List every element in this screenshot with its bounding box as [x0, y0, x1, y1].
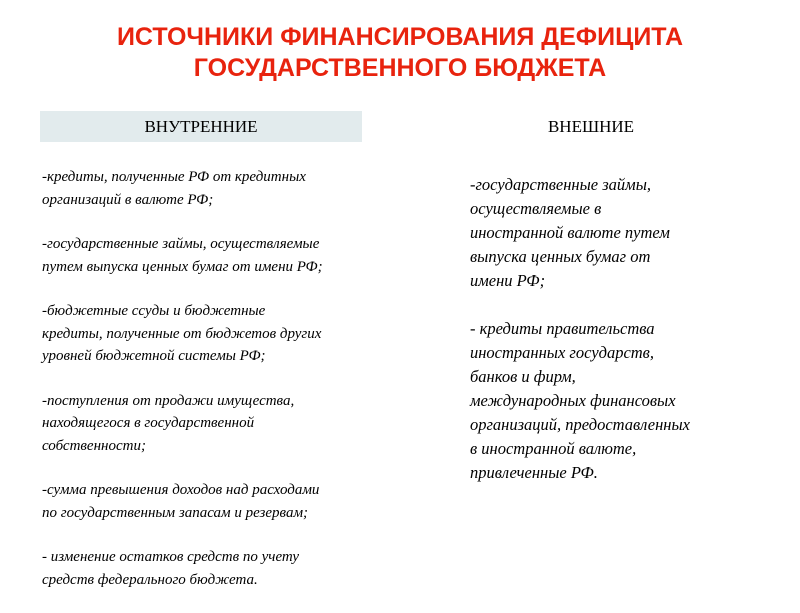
internal-item-3: -бюджетные ссуды и бюджетные кредиты, полученные от бюджетов других уровней бюджетной системы РФ; [42, 303, 322, 364]
title-line-1: ИСТОЧНИКИ ФИНАНСИРОВАНИЯ ДЕФИЦИТА [116, 23, 684, 51]
external-header: ВНЕШНИЕ [547, 117, 635, 136]
internal-sources-list [42, 166, 402, 613]
internal-item-1: -кредиты, полученные РФ от кредитных организаций в валюте РФ; [42, 169, 306, 208]
external-sources-list [470, 173, 770, 509]
internal-item-5: -сумма превышения доходов над расходами по государственным запасам и резервам; [42, 482, 320, 521]
internal-header: ВНУТРЕННИЕ [40, 111, 362, 142]
internal-item-6: - изменение остатков средств по учету средств федерального бюджета. [42, 549, 300, 588]
internal-item-4: -поступления от продажи имущества, находящегося в государственной собственности; [42, 392, 295, 454]
internal-item-2: -государственные займы, осуществляемые путем выпуска ценных бумаг от имени РФ; [42, 236, 323, 275]
external-item-2: - кредиты правительства иностранных государств, банков и фирм, международных финансовых организаций, предоставленных в иностранной валюте, привлеченные РФ. [470, 319, 690, 482]
title-line-2: ГОСУДАРСТВЕННОГО БЮДЖЕТА [193, 54, 607, 82]
external-item-1: -государственные займы, осуществляемые в иностранной валюте путем выпуска ценных бумаг от имени РФ; [470, 175, 670, 290]
page-title [0, 22, 800, 84]
